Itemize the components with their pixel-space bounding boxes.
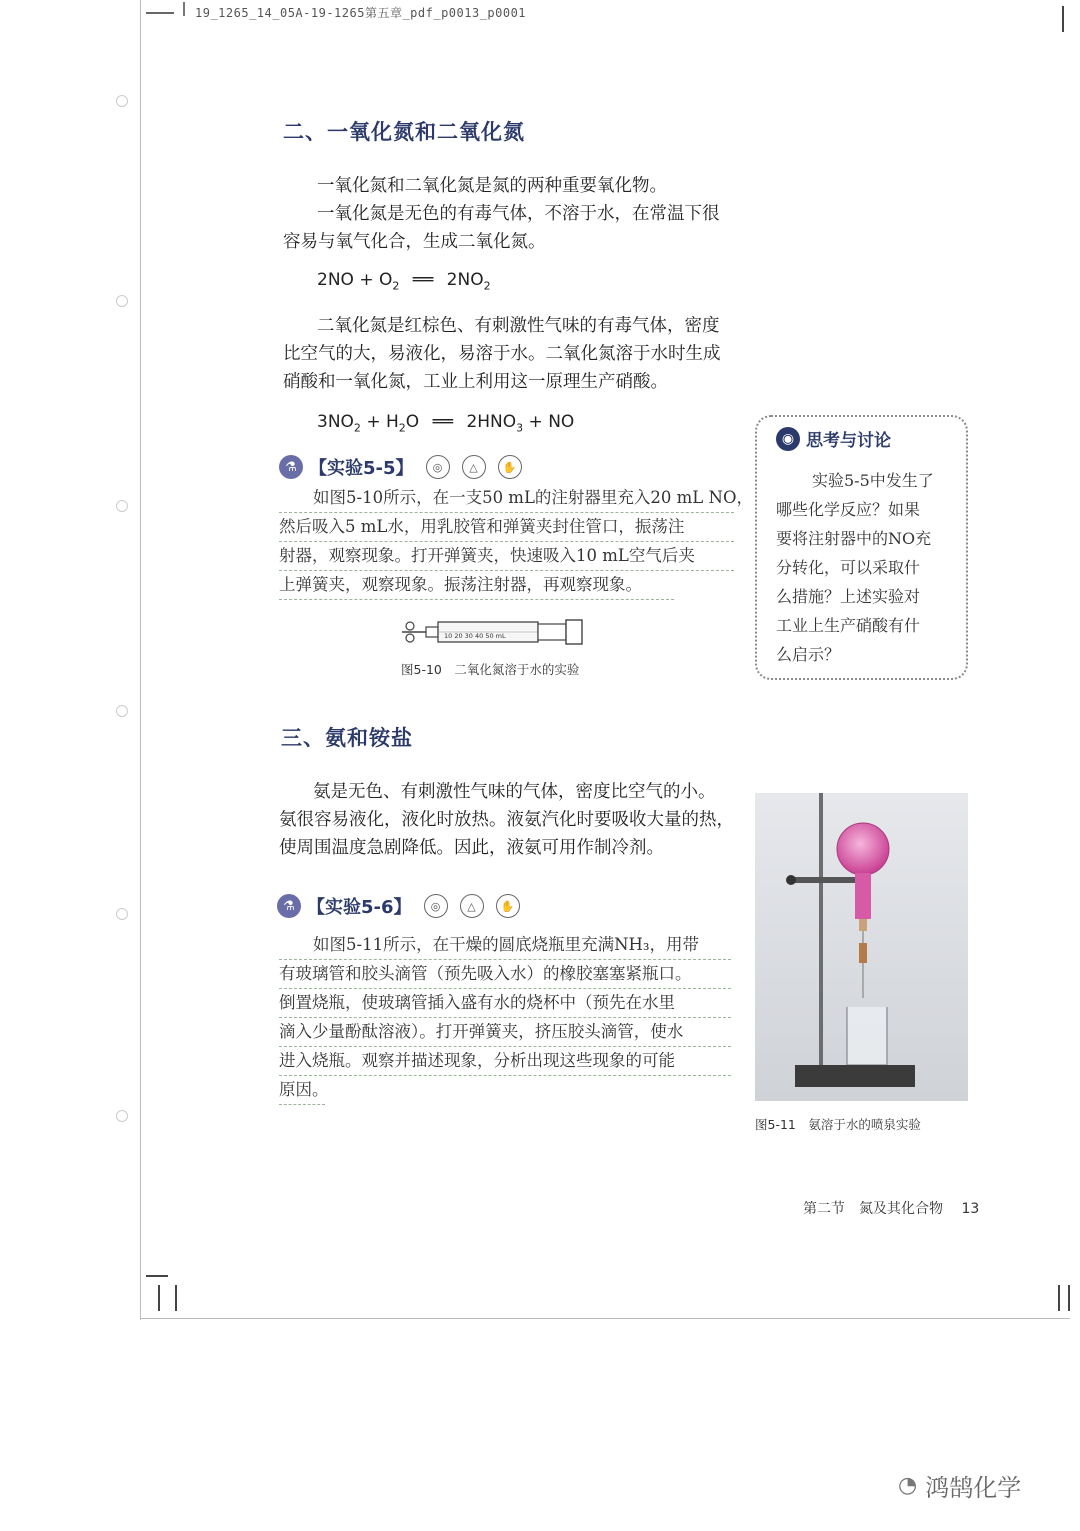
think-line: 实验5-5中发生了 bbox=[812, 471, 934, 490]
think-line: 哪些化学反应？如果 bbox=[776, 500, 921, 519]
experiment-line: 射器，观察现象。打开弹簧夹，快速吸入10 mL空气后夹 bbox=[279, 542, 734, 571]
paragraph: 一氧化氮和二氧化氮是氮的两种重要氧化物。 bbox=[317, 176, 667, 196]
scan-crop-mark bbox=[146, 12, 174, 14]
paragraph: 氨是无色、有刺激性气味的气体，密度比空气的小。 bbox=[313, 782, 716, 802]
wechat-icon: ◔ bbox=[898, 1473, 918, 1498]
binder-hole bbox=[116, 1110, 128, 1122]
page-number: 13 bbox=[961, 1201, 980, 1217]
think-body bbox=[776, 466, 956, 669]
equation-no2-water: $3NO_2 + H_2O$ ══ $2HNO_3$ + NO bbox=[317, 412, 575, 435]
experiment-5-5-body bbox=[279, 484, 753, 600]
think-line: 么启示？ bbox=[776, 645, 841, 664]
goggles-icon: ◎ bbox=[424, 894, 448, 918]
crop-mark-bottom-left bbox=[158, 1285, 160, 1311]
experiment-line: 原因。 bbox=[279, 1076, 325, 1105]
handwash-icon: ✋ bbox=[498, 455, 522, 479]
think-line: 工业上生产硝酸有什 bbox=[776, 616, 921, 635]
binder-hole bbox=[116, 908, 128, 920]
figure-5-10-caption: 图5-10 二氧化氮溶于水的实验 bbox=[401, 662, 580, 677]
scan-header: 19_1265_14_05A-19-1265第五章_pdf_p0013_p0001 bbox=[195, 6, 527, 20]
experiment-line: 如图5-11所示，在干燥的圆底烧瓶里充满NH₃，用带 bbox=[279, 931, 731, 960]
watermark-text: 鸿鹄化学 bbox=[925, 1474, 1022, 1502]
paragraph: 容易与氧气化合，生成二氧化氮。 bbox=[283, 232, 546, 252]
think-title: 思考与讨论 bbox=[806, 431, 891, 451]
paragraph: 使周围温度急剧降低。因此，液氨可用作制冷剂。 bbox=[279, 838, 664, 858]
page-left-edge bbox=[140, 0, 141, 1320]
goggles-icon: ◎ bbox=[426, 455, 450, 479]
paragraph: 二氧化氮是红棕色、有刺激性气味的有毒气体，密度 bbox=[317, 316, 720, 336]
crop-mark-bottom-left bbox=[146, 1275, 168, 1277]
experiment-line: 然后吸入5 mL水，用乳胶管和弹簧夹封住管口，振荡注 bbox=[279, 513, 734, 542]
paragraph: 比空气的大，易液化，易溶于水。二氧化氮溶于水时生成 bbox=[283, 344, 721, 364]
experiment-line: 滴入少量酚酞溶液）。打开弹簧夹，挤压胶头滴管，使水 bbox=[279, 1018, 731, 1047]
svg-text:10 20 30 40 50 mL: 10 20 30 40 50 mL bbox=[444, 632, 506, 640]
discussion-icon: ◉ bbox=[776, 427, 800, 451]
flask-icon: ⚗ bbox=[279, 455, 303, 479]
crop-mark-top-right bbox=[1062, 6, 1064, 32]
experiment-line: 倒置烧瓶，使玻璃管插入盛有水的烧杯中（预先在水里 bbox=[279, 989, 731, 1018]
crop-mark-bottom-right bbox=[1058, 1285, 1060, 1311]
section-title-ammonia: 三、氨和铵盐 bbox=[281, 726, 413, 750]
watermark bbox=[898, 1468, 1021, 1503]
page-footer bbox=[803, 1198, 979, 1218]
section-title-no-no2: 二、一氧化氮和二氧化氮 bbox=[283, 120, 525, 144]
footer-section: 第二节 氮及其化合物 bbox=[803, 1201, 943, 1217]
crop-mark-bottom-left bbox=[175, 1285, 177, 1311]
experiment-line: 进入烧瓶。观察并描述现象，分析出现这些现象的可能 bbox=[279, 1047, 731, 1076]
crop-mark-bottom-right bbox=[1068, 1285, 1070, 1311]
experiment-5-5-header bbox=[279, 454, 522, 480]
syringe-diagram bbox=[398, 614, 588, 650]
hazard-icon: △ bbox=[462, 455, 486, 479]
experiment-title: 【实验5-5】 bbox=[309, 458, 414, 479]
experiment-line: 有玻璃管和胶头滴管（预先吸入水）的橡胶塞塞紧瓶口。 bbox=[279, 960, 731, 989]
experiment-5-6-header bbox=[277, 893, 520, 919]
handwash-icon: ✋ bbox=[496, 894, 520, 918]
scan-crop-tick bbox=[183, 2, 185, 16]
experiment-line: 如图5-10所示，在一支50 mL的注射器里充入20 mL NO， bbox=[279, 484, 734, 513]
paragraph: 硝酸和一氧化氮，工业上利用这一原理生产硝酸。 bbox=[283, 372, 668, 392]
binder-hole bbox=[116, 95, 128, 107]
figure-5-11-caption: 图5-11 氨溶于水的喷泉实验 bbox=[755, 1117, 921, 1132]
think-line: 分转化，可以采取什 bbox=[776, 558, 921, 577]
experiment-5-6-body bbox=[279, 931, 731, 1105]
paragraph: 一氧化氮是无色的有毒气体，不溶于水，在常温下很 bbox=[317, 204, 720, 224]
binder-hole bbox=[116, 295, 128, 307]
paragraph: 氨很容易液化，液化时放热。液氨汽化时要吸收大量的热， bbox=[279, 810, 734, 830]
think-header bbox=[776, 426, 891, 451]
experiment-line: 上弹簧夹，观察现象。振荡注射器，再观察现象。 bbox=[279, 571, 674, 600]
equation-no-oxidation: $2NO + O_2$ ══ $2NO_2$ bbox=[317, 270, 491, 293]
binder-hole bbox=[116, 500, 128, 512]
page-bottom-edge bbox=[140, 1318, 1070, 1319]
think-line: 要将注射器中的NO充 bbox=[776, 529, 932, 548]
binder-hole bbox=[116, 705, 128, 717]
fountain-experiment-photo bbox=[755, 793, 968, 1101]
experiment-title: 【实验5-6】 bbox=[307, 897, 412, 918]
think-line: 么措施？上述实验对 bbox=[776, 587, 921, 606]
flask-icon: ⚗ bbox=[277, 894, 301, 918]
hazard-icon: △ bbox=[460, 894, 484, 918]
